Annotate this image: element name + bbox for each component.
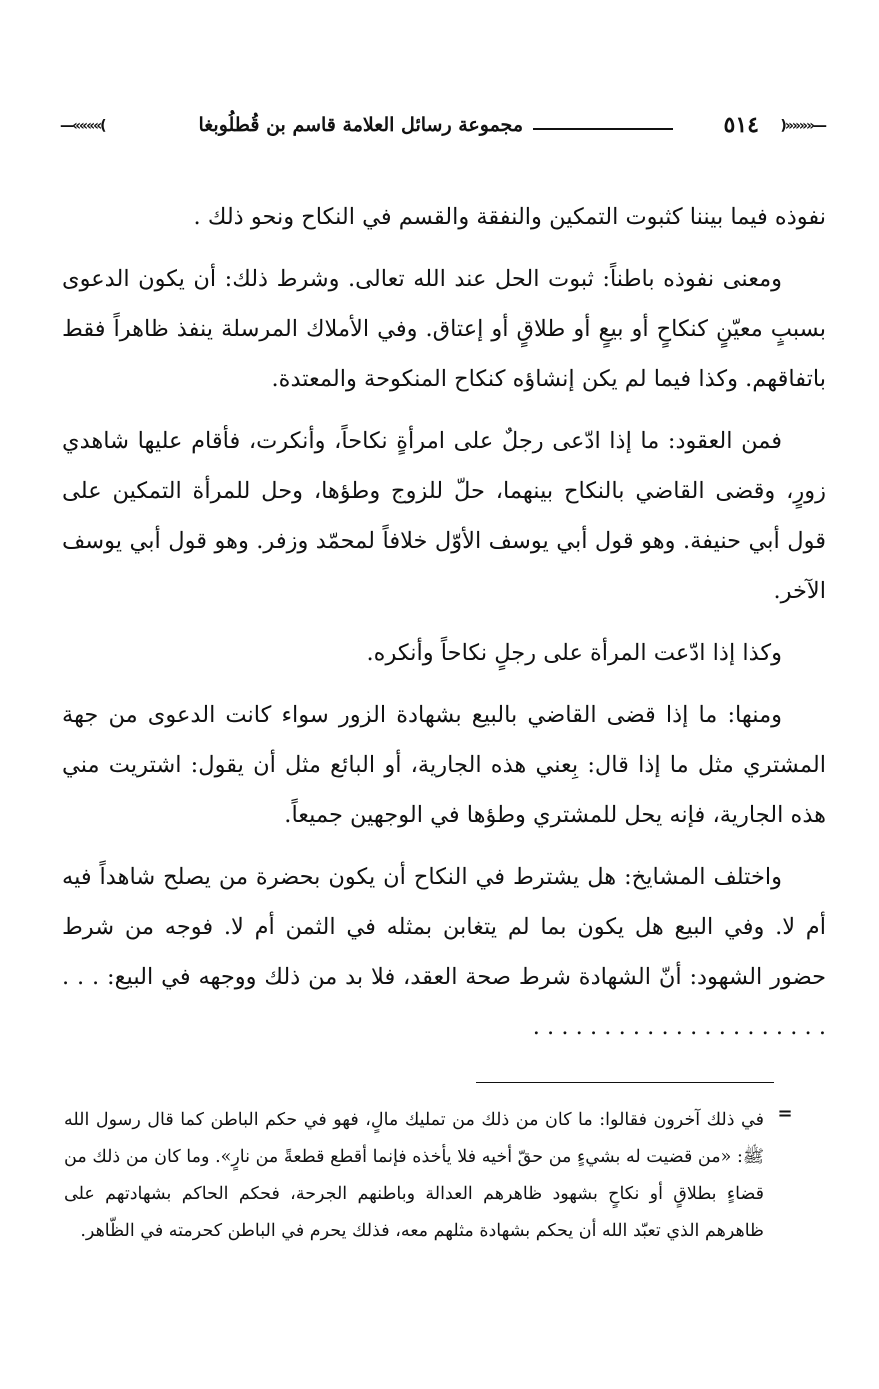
footnote-continuation-marker: = [777, 1103, 793, 1124]
footnote-separator [476, 1082, 774, 1083]
page-header [60, 112, 825, 148]
header-rule [533, 128, 673, 130]
paragraph: نفوذه فيما بيننا كثبوت التمكين والنفقة والقسم في النكاح ونحو ذلك . [193, 204, 826, 230]
header-ornament-left: )»»»»— [60, 118, 105, 134]
paragraph: وكذا إذا ادّعت المرأة على رجلٍ نكاحاً وأنكره. [366, 640, 782, 666]
paragraph: واختلف المشايخ: هل يشترط في النكاح أن يكون بحضرة من يصلح شاهداً فيه أم لا. وفي البيع هل يكون بما لم يتغابن بمثله في الثمن أم لا. فوجه من شرط حضور الشهود: أنّ الشهادة شرط صحة العقد، فلا بد من ذلك ووجهه في البيع: . . . . . . . . . . . . . . . . . . . . . . . . [62, 864, 826, 1040]
paragraph: ومنها: ما إذا قضى القاضي بالبيع بشهادة الزور سواء كانت الدعوى من جهة المشتري مثل ما إذا قال: بِعني هذه الجارية، أو البائع مثل أن يقول: اشتريت مني هذه الجارية، فإنه يحل للمشتري وطؤها في الوجهين جميعاً. [62, 702, 826, 828]
running-title: مجموعة رسائل العلامة قاسم بن قُطلُوبغا [198, 114, 523, 136]
page-number: ٥١٤ [723, 112, 759, 138]
main-text [62, 192, 826, 1064]
paragraph: ومعنى نفوذه باطناً: ثبوت الحل عند الله تعالى. وشرط ذلك: أن يكون الدعوى بسببٍ معيّنٍ كنكاحٍ أو بيعٍ أو طلاقٍ أو إعتاق. وفي الأملاك المرسلة ينفذ ظاهراً فقط باتفاقهم. وكذا فيما لم يكن إنشاؤه كنكاح المنكوحة والمعتدة. [62, 266, 826, 392]
footnote: في ذلك آخرون فقالوا: ما كان من ذلك من تمليك مالٍ، فهو في حكم الباطن كما قال رسول الله ﷺ: «من قضيت له بشيءٍ من حقّ أخيه فلا يأخذه فإنما أقطع قطعةً من نارٍ». وما كان من ذلك من قضاءٍ بطلاقٍ أو نكاحٍ بشهود ظاهرهم العدالة وباطنهم الجرحة، فحكم الحاكم بشهادتهم على ظاهرهم الذي تعبّد الله أن يحكم بشهادة مثلهم معه، فذلك يحرم في الباطن كحرمته في الظّاهر. [64, 1110, 764, 1241]
paragraph: فمن العقود: ما إذا ادّعى رجلٌ على امرأةٍ نكاحاً، وأنكرت، فأقام عليها شاهدي زورٍ، وقضى القاضي بالنكاح بينهما، حلّ للزوج وطؤها، وحل للمرأة التمكين على قول أبي حنيفة. وهو قول أبي يوسف الأوّل خلافاً لمحمّد وزفر. وهو قول أبي يوسف الآخر. [62, 428, 826, 604]
header-ornament-right: —««««( [780, 118, 825, 134]
